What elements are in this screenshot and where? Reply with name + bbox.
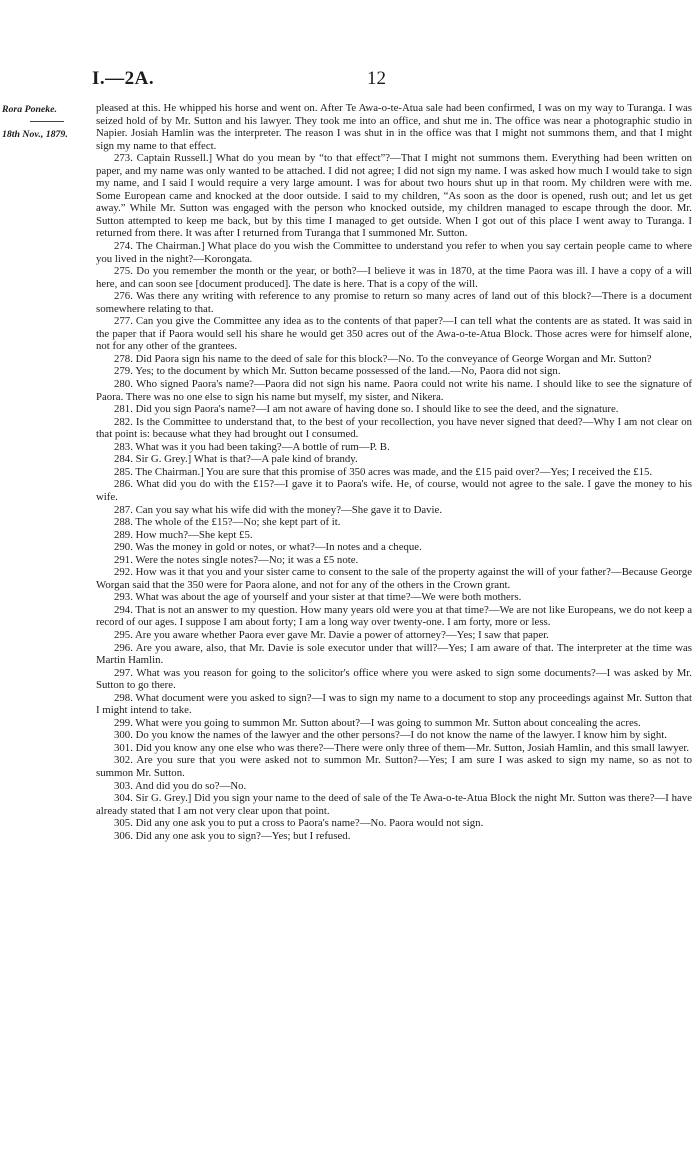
paragraph: 276. Was there any writing with reference to any promise to return so many acres of land out of this block?—There is a document somewhere relating to that.	[96, 290, 692, 315]
paragraph: 297. What was you reason for going to the solicitor's office where you were asked to sign some documents?—I was asked by Mr. Sutton to go there.	[96, 666, 692, 692]
paragraph: 296. Are you aware, also, that Mr. Davie is sole executor under that will?—Yes; I am aware of that. The interpreter at the time was Martin Hamlin.	[96, 641, 692, 667]
paragraph: 301. Did you know any one else who was there?—There were only three of them—Mr. Sutton, Josiah Hamlin, and this small lawyer.	[114, 741, 690, 754]
paragraph: 273. Captain Russell.] What do you mean by “to that effect”?—That I might not summons them. Everything had been written on paper, and my name was only wanted to be attached. I did not agree; I did not sign my name. I was asked how much I would take to sign my name, and I said I would require a very large amount. I was for about two hours shut up in that room. My children were with me. Some European came and knocked at the door outside. I said to my children, “As soon as the door is opened, rush out; and let us get away.” While Mr. Sutton was engaged with the person who knocked outside, my children managed to escape through the door. Mr. Sutton attempted to keep me back, but by this time I managed to get outside. When I got out of this place I went away to Turanga. I returned from there. It was after I returned from Turanga that I summoned Mr. Sutton.	[96, 152, 692, 240]
paragraph: 285. The Chairman.] You are sure that this promise of 350 acres was made, and the £15 paid over?—Yes; I received the £15.	[114, 465, 653, 478]
paragraph: 298. What document were you asked to sign?—I was to sign my name to a document to stop any proceedings against Mr. Sutton that I might intend to take.	[96, 691, 692, 717]
paragraph: 303. And did you do so?—No.	[114, 779, 247, 792]
paragraph: 279. Yes; to the document by which Mr. Sutton became possessed of the land.—No, Paora did not sign.	[114, 365, 561, 378]
paragraph: 274. The Chairman.] What place do you wish the Committee to understand you refer to when you say certain people came to where you lived in the night?—Korongata.	[96, 240, 692, 265]
paragraph: 302. Are you sure that you were asked not to summon Mr. Sutton?—Yes; I am sure I was asked to sign my name, so as not to summon Mr. Sutton.	[96, 754, 692, 779]
paragraph: 299. What were you going to summon Mr. Sutton about?—I was going to summon Mr. Sutton about concealing the acres.	[114, 716, 641, 729]
paragraph: 289. How much?—She kept £5.	[114, 528, 253, 541]
paragraph: 291. Were the notes single notes?—No; it was a £5 note.	[114, 553, 359, 566]
paragraph: 306. Did any one ask you to sign?—Yes; but I refused.	[114, 829, 351, 842]
paragraph: pleased at this. He whipped his horse and went on. After Te Awa-o-te-Atua sale had been confirmed, I was on my way to Turanga. I was seized hold of by Mr. Sutton and his lawyer. They took me into an office, and shut me in. The office was near a photographic studio in Napier. Josiah Hamlin was the interpreter. The reason I was shut in in the office was that I might not summons them, and that I might sign my name to that effect.	[96, 102, 692, 152]
page-number: 12	[367, 68, 386, 89]
paragraph: 280. Who signed Paora's name?—Paora did not sign his name. Paora could not write his name. I should like to see the signature of Paora. There was no one else to sign his name but myself, my sister, and Nikera.	[96, 378, 692, 403]
margin-speaker: Rora Poneke.	[2, 104, 57, 115]
paragraph: 293. What was about the age of yourself and your sister at that time?—We were both mothers.	[114, 591, 522, 604]
margin-divider	[30, 121, 64, 122]
evidence-body	[96, 102, 692, 842]
paragraph: 284. Sir G. Grey.] What is that?—A pale kind of brandy.	[114, 453, 358, 466]
paragraph: 282. Is the Committee to understand that, to the best of your recollection, you have never signed that deed?—Why I am not clear on that point is: because what they had brought out I consumed.	[96, 415, 692, 441]
margin-date: 18th Nov., 1879.	[2, 129, 68, 140]
paragraph: 300. Do you know the names of the lawyer and the other persons?—I do not know the name of the lawyer. I know him by sight.	[114, 729, 667, 742]
paragraph: 286. What did you do with the £15?—I gave it to Paora's wife. He, of course, would not agree to the sale. I gave the money to his wife.	[96, 478, 692, 503]
page-header	[92, 68, 592, 92]
paragraph: 278. Did Paora sign his name to the deed of sale for this block?—No. To the conveyance of George Worgan and Mr. Sutton?	[114, 352, 652, 365]
paragraph: 294. That is not an answer to my question. How many years old were you at that time?—We are not like Europeans, we do not keep a record of our ages. I suppose I am about forty; I am a long way over twenty-one. I am forty, more or less.	[96, 603, 692, 629]
paragraph: 287. Can you say what his wife did with the money?—She gave it to Davie.	[114, 503, 443, 516]
paragraph: 283. What was it you had been taking?—A bottle of rum—P. B.	[114, 440, 390, 453]
paragraph: 281. Did you sign Paora's name?—I am not aware of having done so. I should like to see the deed, and the signature.	[114, 403, 619, 416]
paragraph: 277. Can you give the Committee any idea as to the contents of that paper?—I can tell what the contents are as stated. It was said in the paper that if Paora would sell his share he would get 350 acres out of the Awa-o-te-Atua Block. Those acres were for himself alone, not for any other of the grantees.	[96, 315, 692, 353]
paragraph: 292. How was it that you and your sister came to consent to the sale of the property against the will of your father?—Because George Worgan said that the 350 were for Paora alone, and not for any of the others in the Crown grant.	[96, 566, 692, 591]
paragraph: 304. Sir G. Grey.] Did you sign your name to the deed of sale of the Te Awa-o-te-Atua Block the night Mr. Sutton was there?—I have already stated that I am not very clear upon that point.	[96, 792, 692, 817]
paragraph: 305. Did any one ask you to put a cross to Paora's name?—No. Paora would not sign.	[114, 817, 484, 830]
paragraph: 275. Do you remember the month or the year, or both?—I believe it was in 1870, at the time Paora was ill. I have a copy of a will here, and can soon see [document produced]. The date is here. That is a copy of the will.	[96, 265, 692, 290]
paragraph: 295. Are you aware whether Paora ever gave Mr. Davie a power of attorney?—Yes; I saw that paper.	[114, 628, 549, 641]
document-reference: I.—2A.	[92, 68, 155, 89]
paragraph: 290. Was the money in gold or notes, or what?—In notes and a cheque.	[114, 541, 422, 554]
paragraph: 288. The whole of the £15?—No; she kept part of it.	[114, 516, 341, 529]
